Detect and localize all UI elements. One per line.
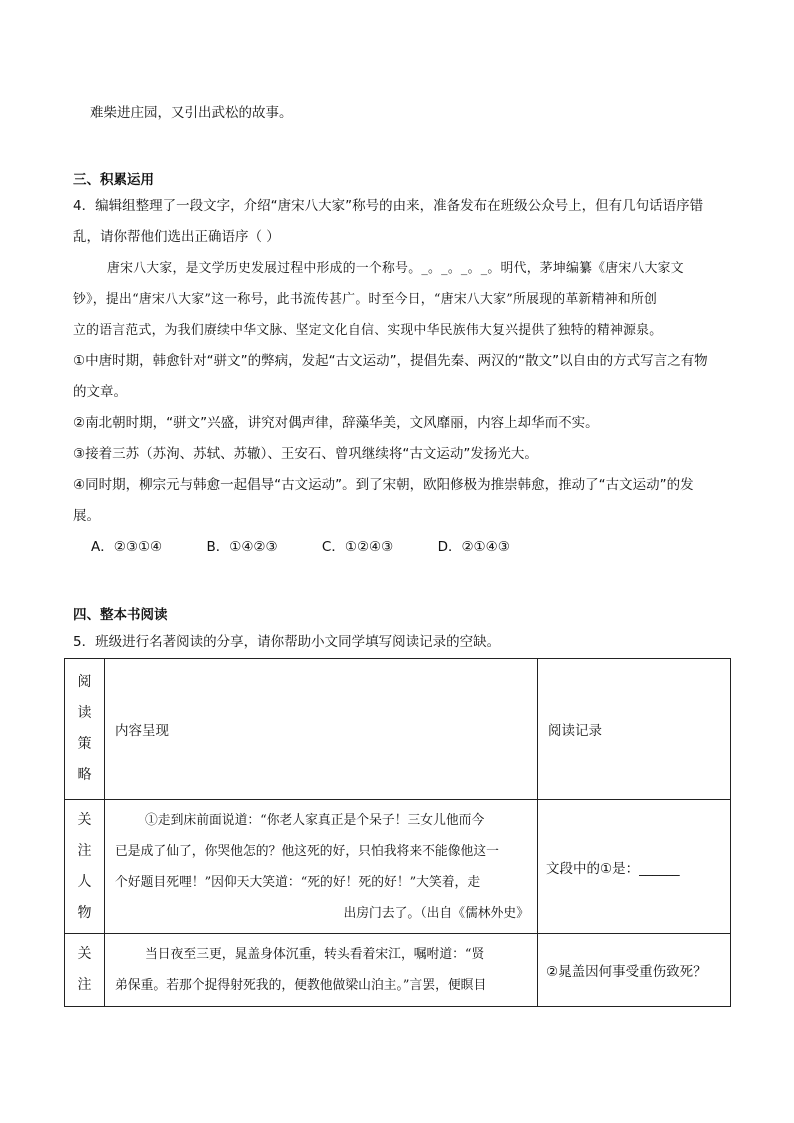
row1-content-line: ①走到床前面说道：“你老人家真正是个呆子！三女儿他而今: [145, 812, 485, 828]
row2-record: [538, 934, 731, 1007]
header-content: 内容呈现: [105, 659, 538, 800]
row1-content-line: 已是成了仙了，你哭他怎的？他这死的好，只怕我将来不能像他这一: [115, 843, 499, 859]
row1-content-line: 个好题目死哩！”因仰天大笑道：“死的好！死的好！”大笑着，走: [115, 874, 481, 890]
options-row: [73, 532, 733, 563]
question-4-line-1: 4．编辑组整理了一段文字，介绍“唐宋八大家”称号的由来，准备发布在班级公众号上，但有几句话语序错: [73, 198, 704, 214]
option-a[interactable]: A．②③①④: [91, 539, 163, 555]
row1-record: [538, 800, 731, 934]
table-row: [65, 800, 731, 934]
row2-content: [105, 934, 538, 1007]
question-4-line-2: 乱，请你帮他们选出正确语序（ ）: [73, 229, 280, 245]
passage-line-3: 立的语言范式，为我们赓续中华文脉、坚定文化自信、实现中华民族伟大复兴提供了独特的精神源泉。: [73, 323, 663, 338]
sentence-2: ②南北朝时期，“骈文”兴盛，讲究对偶声律，辞藻华美，文风靡丽，内容上却华而不实。: [73, 415, 599, 431]
section-3-title: 三、积累运用: [73, 172, 154, 188]
question-5: 5．班级进行名著阅读的分享，请你帮助小文同学填写阅读记录的空缺。: [73, 634, 501, 650]
row1-record-text: 文段中的①是：______: [546, 860, 680, 877]
table-row: [65, 934, 731, 1007]
intro-line: 难柴进庄园，又引出武松的故事。: [90, 105, 293, 121]
section-4-title: 四、整本书阅读: [73, 607, 168, 623]
sentence-4-line-2: 展。: [73, 508, 100, 524]
option-c[interactable]: C．①②④③: [321, 539, 394, 555]
row1-strategy: [65, 800, 105, 934]
strategy-char: 注: [77, 842, 92, 859]
passage-line-2: 钞》，提出“唐宋八大家”这一称号，此书流传甚广。时至今日，“唐宋八大家”所展现的革新精神和所创: [73, 292, 658, 307]
reading-record-table: [64, 658, 731, 1007]
strategy-char: 读: [77, 705, 92, 721]
passage-line-1: 唐宋八大家，是文学历史发展过程中形成的一个称号。_。_。_。_。明代，茅坤编纂《唐宋八大家文: [107, 261, 684, 276]
sentence-4-line-1: ④同时期，柳宗元与韩愈一起倡导“古文运动”。到了宋朝，欧阳修极为推崇韩愈，推动了“古文运动”的发: [73, 477, 694, 493]
sentence-3: ③接着三苏（苏洵、苏轼、苏辙）、王安石、曾巩继续将“古文运动”发扬光大。: [73, 446, 538, 462]
strategy-char: 关: [77, 946, 92, 962]
header-record: 阅读记录: [538, 659, 731, 800]
row1-content-line: 出房门去了。（出自《儒林外史》: [343, 905, 529, 921]
strategy-char: 策: [77, 736, 92, 752]
strategy-char: 人: [77, 873, 92, 890]
row1-content: [105, 800, 538, 934]
option-b[interactable]: B．①④②③: [206, 539, 278, 555]
sentence-1-line-1: ①中唐时期，韩愈针对“骈文”的弊病，发起“古文运动”，提倡先秦、两汉的“散文”以自由的方式写言之有物: [73, 353, 708, 369]
sentence-1-line-2: 的文章。: [73, 384, 127, 400]
row2-record-text: ②晁盖因何事受重伤致死？: [546, 964, 707, 980]
row2-content-line: 当日夜至三更，晁盖身体沉重，转头看着宋江，嘱咐道：“贤: [145, 947, 485, 962]
strategy-char: 关: [77, 811, 92, 828]
strategy-char: 物: [77, 904, 92, 921]
table-header-row: [65, 659, 731, 800]
strategy-char: 阅: [77, 674, 92, 690]
strategy-char: 注: [77, 977, 92, 993]
option-d[interactable]: D．②①④③: [437, 539, 510, 555]
strategy-char: 略: [77, 767, 92, 783]
row2-content-line: 弟保重。若那个捉得射死我的，便教他做梁山泊主。”言罢，便瞑目: [115, 978, 487, 993]
question-4: [73, 191, 733, 563]
header-strategy: [65, 659, 105, 800]
row2-strategy: [65, 934, 105, 1007]
